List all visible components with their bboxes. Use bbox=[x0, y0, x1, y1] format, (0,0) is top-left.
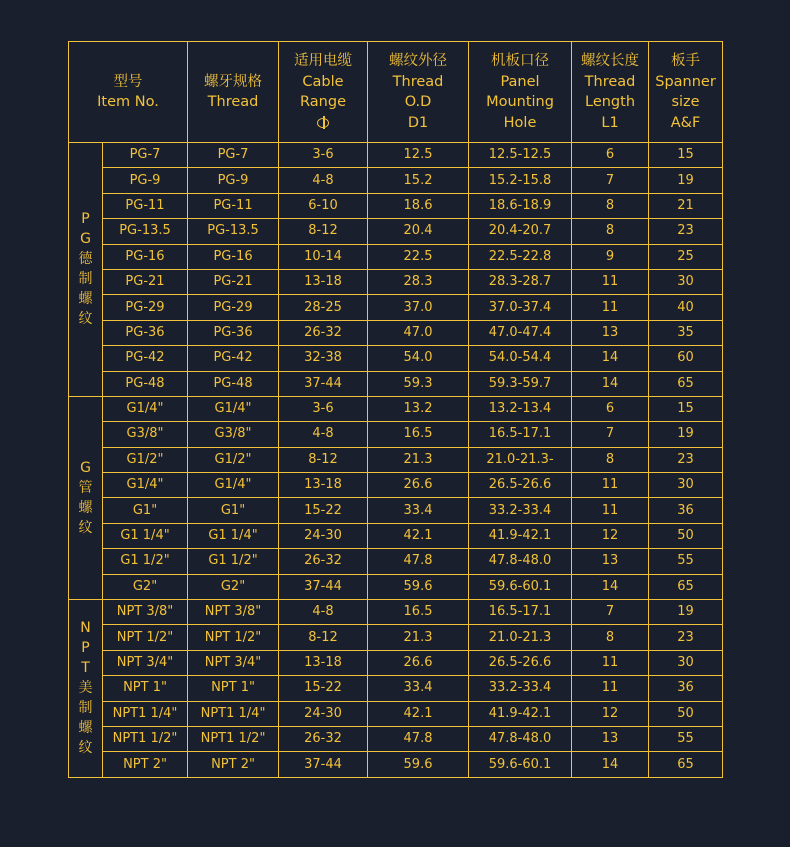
cell-thread: NPT 1/2" bbox=[188, 625, 279, 650]
header-line: Hole bbox=[503, 114, 537, 131]
cell-item-no: G1/2" bbox=[103, 447, 188, 472]
header-line: D1 bbox=[407, 114, 429, 131]
cell-thread: G1/4" bbox=[188, 473, 279, 498]
header-cable-range bbox=[279, 42, 368, 143]
group-label-char: G bbox=[80, 231, 91, 248]
header-thread-length bbox=[572, 42, 649, 143]
cell-panel-hole: 59.3-59.7 bbox=[469, 371, 572, 396]
group-label-char: 纹 bbox=[78, 519, 93, 536]
cell-panel-hole: 22.5-22.8 bbox=[469, 244, 572, 269]
cell-panel-hole: 26.5-26.6 bbox=[469, 473, 572, 498]
cell-thread: G1/4" bbox=[188, 396, 279, 421]
cell-item-no: NPT 2" bbox=[103, 752, 188, 777]
cell-spanner-size: 65 bbox=[649, 574, 723, 599]
cell-thread: NPT1 1/4" bbox=[188, 701, 279, 726]
cell-spanner-size: 40 bbox=[649, 295, 723, 320]
cell-spanner-size: 19 bbox=[649, 422, 723, 447]
cell-cable-range: 26-32 bbox=[279, 320, 368, 345]
header-line: Panel bbox=[500, 73, 540, 90]
table-row bbox=[69, 244, 723, 269]
cell-panel-hole: 33.2-33.4 bbox=[469, 498, 572, 523]
table-row bbox=[69, 752, 723, 777]
header-line: Mounting bbox=[486, 94, 554, 110]
cell-item-no: NPT1 1/2" bbox=[103, 726, 188, 751]
cell-cable-range: 8-12 bbox=[279, 447, 368, 472]
cell-thread: PG-7 bbox=[188, 143, 279, 168]
group-label-char: 制 bbox=[78, 271, 93, 288]
cell-thread: PG-48 bbox=[188, 371, 279, 396]
spec-table-container bbox=[68, 41, 722, 778]
cell-cable-range: 8-12 bbox=[279, 219, 368, 244]
cell-cable-range: 13-18 bbox=[279, 269, 368, 294]
table-row bbox=[69, 650, 723, 675]
cell-panel-hole: 47.0-47.4 bbox=[469, 320, 572, 345]
group-label-char: 螺 bbox=[78, 291, 93, 308]
cell-thread-length: 14 bbox=[572, 346, 649, 371]
group-label-char: 螺 bbox=[78, 499, 93, 516]
cell-thread-od: 22.5 bbox=[368, 244, 469, 269]
cell-thread: PG-42 bbox=[188, 346, 279, 371]
cell-thread-length: 8 bbox=[572, 447, 649, 472]
cell-thread-length: 7 bbox=[572, 168, 649, 193]
cell-thread-od: 15.2 bbox=[368, 168, 469, 193]
cell-thread: NPT 2" bbox=[188, 752, 279, 777]
cell-thread-length: 14 bbox=[572, 574, 649, 599]
table-row bbox=[69, 574, 723, 599]
header-line: Item No. bbox=[97, 94, 159, 110]
table-row bbox=[69, 447, 723, 472]
group-label-char: 管 bbox=[78, 479, 93, 496]
table-row bbox=[69, 346, 723, 371]
cell-spanner-size: 55 bbox=[649, 549, 723, 574]
cell-item-no: PG-48 bbox=[103, 371, 188, 396]
cell-thread-length: 8 bbox=[572, 625, 649, 650]
cell-panel-hole: 21.0-21.3- bbox=[469, 447, 572, 472]
cell-panel-hole: 54.0-54.4 bbox=[469, 346, 572, 371]
cell-thread-length: 11 bbox=[572, 650, 649, 675]
header-line: 适用电缆 bbox=[294, 53, 353, 69]
cell-item-no: G1 1/2" bbox=[103, 549, 188, 574]
cell-thread: G1/2" bbox=[188, 447, 279, 472]
table-row bbox=[69, 295, 723, 320]
cell-spanner-size: 21 bbox=[649, 193, 723, 218]
cell-cable-range: 26-32 bbox=[279, 726, 368, 751]
cell-item-no: G3/8" bbox=[103, 422, 188, 447]
header-line: 型号 bbox=[113, 73, 143, 90]
cell-thread-od: 26.6 bbox=[368, 473, 469, 498]
cell-cable-range: 24-30 bbox=[279, 523, 368, 548]
cell-thread-od: 21.3 bbox=[368, 447, 469, 472]
table-row bbox=[69, 701, 723, 726]
cell-cable-range: 28-25 bbox=[279, 295, 368, 320]
cell-cable-range: 26-32 bbox=[279, 549, 368, 574]
cell-panel-hole: 15.2-15.8 bbox=[469, 168, 572, 193]
cell-item-no: NPT1 1/4" bbox=[103, 701, 188, 726]
cell-item-no: NPT 1/2" bbox=[103, 625, 188, 650]
cell-cable-range: 13-18 bbox=[279, 473, 368, 498]
cell-thread: NPT 3/4" bbox=[188, 650, 279, 675]
table-body bbox=[69, 143, 723, 778]
cell-thread-length: 6 bbox=[572, 143, 649, 168]
cell-thread-length: 7 bbox=[572, 600, 649, 625]
cell-cable-range: 10-14 bbox=[279, 244, 368, 269]
group-label-char: G bbox=[80, 459, 91, 476]
cell-cable-range: 37-44 bbox=[279, 574, 368, 599]
cell-cable-range: 8-12 bbox=[279, 625, 368, 650]
cell-thread-od: 20.4 bbox=[368, 219, 469, 244]
cell-cable-range: 4-8 bbox=[279, 422, 368, 447]
header-line: Range bbox=[300, 94, 346, 110]
table-row bbox=[69, 676, 723, 701]
cell-thread-od: 59.3 bbox=[368, 371, 469, 396]
cell-panel-hole: 59.6-60.1 bbox=[469, 752, 572, 777]
cell-thread: PG-13.5 bbox=[188, 219, 279, 244]
cell-item-no: PG-7 bbox=[103, 143, 188, 168]
table-row bbox=[69, 219, 723, 244]
header-line: 机板口径 bbox=[491, 53, 550, 69]
cell-thread: PG-29 bbox=[188, 295, 279, 320]
cell-item-no: NPT 3/4" bbox=[103, 650, 188, 675]
group-label-char: N bbox=[80, 620, 91, 637]
cell-thread-od: 21.3 bbox=[368, 625, 469, 650]
header-line: Spanner bbox=[655, 73, 716, 90]
cell-thread: G1 1/2" bbox=[188, 549, 279, 574]
cell-thread-length: 13 bbox=[572, 549, 649, 574]
group-label-char: 德 bbox=[78, 251, 93, 268]
header-line: Thread bbox=[392, 73, 444, 90]
header-line: O.D bbox=[404, 94, 432, 110]
cell-thread-od: 33.4 bbox=[368, 498, 469, 523]
cell-thread-length: 13 bbox=[572, 726, 649, 751]
cell-item-no: PG-21 bbox=[103, 269, 188, 294]
group-label-char: P bbox=[81, 211, 90, 228]
table-row bbox=[69, 726, 723, 751]
cell-spanner-size: 15 bbox=[649, 396, 723, 421]
group-label-char: T bbox=[81, 660, 90, 677]
cell-panel-hole: 16.5-17.1 bbox=[469, 600, 572, 625]
cell-cable-range: 37-44 bbox=[279, 752, 368, 777]
cell-item-no: PG-29 bbox=[103, 295, 188, 320]
cell-panel-hole: 12.5-12.5 bbox=[469, 143, 572, 168]
cell-panel-hole: 13.2-13.4 bbox=[469, 396, 572, 421]
cell-thread-length: 8 bbox=[572, 219, 649, 244]
cell-thread-od: 54.0 bbox=[368, 346, 469, 371]
cell-item-no: PG-13.5 bbox=[103, 219, 188, 244]
cell-item-no: G1" bbox=[103, 498, 188, 523]
cell-thread: PG-36 bbox=[188, 320, 279, 345]
group-label-char: 螺 bbox=[78, 720, 93, 737]
group-label-char: 美 bbox=[78, 680, 93, 697]
cell-thread: PG-21 bbox=[188, 269, 279, 294]
cell-thread-length: 14 bbox=[572, 371, 649, 396]
cell-panel-hole: 47.8-48.0 bbox=[469, 726, 572, 751]
cell-thread-length: 6 bbox=[572, 396, 649, 421]
cell-thread-length: 14 bbox=[572, 752, 649, 777]
cell-item-no: G1 1/4" bbox=[103, 523, 188, 548]
cell-cable-range: 3-6 bbox=[279, 143, 368, 168]
header-line: 板手 bbox=[671, 53, 701, 69]
header-item-no bbox=[69, 42, 188, 143]
cell-thread-length: 9 bbox=[572, 244, 649, 269]
cell-thread: PG-16 bbox=[188, 244, 279, 269]
header-row bbox=[69, 42, 723, 143]
cell-thread-od: 18.6 bbox=[368, 193, 469, 218]
cell-thread-od: 13.2 bbox=[368, 396, 469, 421]
cell-spanner-size: 23 bbox=[649, 447, 723, 472]
cell-spanner-size: 60 bbox=[649, 346, 723, 371]
cell-thread-length: 11 bbox=[572, 295, 649, 320]
cell-spanner-size: 65 bbox=[649, 752, 723, 777]
cell-thread-od: 47.8 bbox=[368, 726, 469, 751]
cell-cable-range: 32-38 bbox=[279, 346, 368, 371]
cell-thread-od: 26.6 bbox=[368, 650, 469, 675]
table-row bbox=[69, 473, 723, 498]
cell-panel-hole: 33.2-33.4 bbox=[469, 676, 572, 701]
thread-spec-table bbox=[68, 41, 723, 778]
cell-item-no: PG-11 bbox=[103, 193, 188, 218]
cell-panel-hole: 41.9-42.1 bbox=[469, 701, 572, 726]
cell-thread: NPT 3/8" bbox=[188, 600, 279, 625]
header-line: size bbox=[671, 94, 700, 110]
cell-cable-range: 37-44 bbox=[279, 371, 368, 396]
cell-panel-hole: 41.9-42.1 bbox=[469, 523, 572, 548]
header-thread-od bbox=[368, 42, 469, 143]
cell-panel-hole: 21.0-21.3 bbox=[469, 625, 572, 650]
cell-spanner-size: 15 bbox=[649, 143, 723, 168]
cell-cable-range: 24-30 bbox=[279, 701, 368, 726]
cell-spanner-size: 23 bbox=[649, 625, 723, 650]
cell-thread: G2" bbox=[188, 574, 279, 599]
cell-spanner-size: 50 bbox=[649, 523, 723, 548]
cell-thread-od: 59.6 bbox=[368, 574, 469, 599]
group-label-char: 纹 bbox=[78, 311, 93, 328]
cell-thread: PG-9 bbox=[188, 168, 279, 193]
cell-thread: G1 1/4" bbox=[188, 523, 279, 548]
cell-thread-od: 59.6 bbox=[368, 752, 469, 777]
cell-cable-range: 15-22 bbox=[279, 676, 368, 701]
cell-thread-od: 16.5 bbox=[368, 422, 469, 447]
cell-spanner-size: 23 bbox=[649, 219, 723, 244]
table-row bbox=[69, 600, 723, 625]
table-row bbox=[69, 523, 723, 548]
cell-cable-range: 13-18 bbox=[279, 650, 368, 675]
cell-thread-od: 47.0 bbox=[368, 320, 469, 345]
table-row bbox=[69, 422, 723, 447]
cell-cable-range: 6-10 bbox=[279, 193, 368, 218]
cell-spanner-size: 35 bbox=[649, 320, 723, 345]
cell-spanner-size: 50 bbox=[649, 701, 723, 726]
cell-spanner-size: 55 bbox=[649, 726, 723, 751]
cell-item-no: PG-16 bbox=[103, 244, 188, 269]
cell-spanner-size: 30 bbox=[649, 473, 723, 498]
header-line: Thread bbox=[584, 73, 636, 90]
group-label bbox=[69, 143, 103, 397]
table-row bbox=[69, 168, 723, 193]
cell-item-no: NPT 3/8" bbox=[103, 600, 188, 625]
cell-panel-hole: 28.3-28.7 bbox=[469, 269, 572, 294]
table-row bbox=[69, 498, 723, 523]
group-label-char: 制 bbox=[78, 700, 93, 717]
header-line: Length bbox=[585, 94, 636, 110]
cell-spanner-size: 36 bbox=[649, 498, 723, 523]
cell-panel-hole: 16.5-17.1 bbox=[469, 422, 572, 447]
cell-item-no: NPT 1" bbox=[103, 676, 188, 701]
cell-spanner-size: 30 bbox=[649, 269, 723, 294]
cell-spanner-size: 36 bbox=[649, 676, 723, 701]
cell-item-no: PG-42 bbox=[103, 346, 188, 371]
cell-thread-od: 47.8 bbox=[368, 549, 469, 574]
cell-item-no: G2" bbox=[103, 574, 188, 599]
cell-thread-length: 11 bbox=[572, 473, 649, 498]
cell-panel-hole: 59.6-60.1 bbox=[469, 574, 572, 599]
cell-spanner-size: 65 bbox=[649, 371, 723, 396]
table-row bbox=[69, 143, 723, 168]
cell-thread: NPT 1" bbox=[188, 676, 279, 701]
cell-panel-hole: 20.4-20.7 bbox=[469, 219, 572, 244]
header-line: L1 bbox=[601, 114, 619, 131]
cell-thread-od: 16.5 bbox=[368, 600, 469, 625]
cell-thread-od: 37.0 bbox=[368, 295, 469, 320]
group-label bbox=[69, 396, 103, 599]
cell-thread-od: 42.1 bbox=[368, 701, 469, 726]
table-row bbox=[69, 320, 723, 345]
header-line: 螺牙规格 bbox=[204, 73, 263, 90]
group-label bbox=[69, 600, 103, 778]
header-line: Thread bbox=[207, 94, 259, 110]
cell-thread-od: 12.5 bbox=[368, 143, 469, 168]
header-line: 螺纹长度 bbox=[581, 53, 640, 69]
table-row bbox=[69, 269, 723, 294]
cell-spanner-size: 25 bbox=[649, 244, 723, 269]
cell-thread: G1" bbox=[188, 498, 279, 523]
cell-thread-length: 12 bbox=[572, 523, 649, 548]
header-thread bbox=[188, 42, 279, 143]
header-line: Cable bbox=[302, 73, 344, 90]
cell-thread-length: 11 bbox=[572, 676, 649, 701]
cell-panel-hole: 26.5-26.6 bbox=[469, 650, 572, 675]
cell-item-no: PG-36 bbox=[103, 320, 188, 345]
header-spanner-size bbox=[649, 42, 723, 143]
cell-spanner-size: 19 bbox=[649, 168, 723, 193]
cell-thread-length: 7 bbox=[572, 422, 649, 447]
cell-item-no: G1/4" bbox=[103, 396, 188, 421]
cell-cable-range: 4-8 bbox=[279, 600, 368, 625]
cell-thread-length: 13 bbox=[572, 320, 649, 345]
cell-thread: G3/8" bbox=[188, 422, 279, 447]
table-row bbox=[69, 371, 723, 396]
cell-item-no: G1/4" bbox=[103, 473, 188, 498]
cell-thread-length: 11 bbox=[572, 498, 649, 523]
cell-thread-length: 12 bbox=[572, 701, 649, 726]
table-row bbox=[69, 193, 723, 218]
table-row bbox=[69, 396, 723, 421]
group-label-char: 纹 bbox=[78, 740, 93, 757]
cell-cable-range: 15-22 bbox=[279, 498, 368, 523]
cell-cable-range: 3-6 bbox=[279, 396, 368, 421]
cell-thread-od: 28.3 bbox=[368, 269, 469, 294]
cell-cable-range: 4-8 bbox=[279, 168, 368, 193]
cell-thread: PG-11 bbox=[188, 193, 279, 218]
cell-panel-hole: 18.6-18.9 bbox=[469, 193, 572, 218]
cell-thread-od: 33.4 bbox=[368, 676, 469, 701]
cell-thread-od: 42.1 bbox=[368, 523, 469, 548]
header-line: A&F bbox=[670, 114, 701, 131]
cell-panel-hole: 47.8-48.0 bbox=[469, 549, 572, 574]
cell-spanner-size: 19 bbox=[649, 600, 723, 625]
diameter-icon bbox=[316, 118, 330, 128]
table-row bbox=[69, 549, 723, 574]
cell-thread-length: 11 bbox=[572, 269, 649, 294]
cell-thread: NPT1 1/2" bbox=[188, 726, 279, 751]
table-row bbox=[69, 625, 723, 650]
cell-panel-hole: 37.0-37.4 bbox=[469, 295, 572, 320]
header-line: 螺纹外径 bbox=[389, 53, 448, 69]
group-label-char: P bbox=[81, 640, 90, 657]
header-panel-hole bbox=[469, 42, 572, 143]
cell-spanner-size: 30 bbox=[649, 650, 723, 675]
cell-thread-length: 8 bbox=[572, 193, 649, 218]
cell-item-no: PG-9 bbox=[103, 168, 188, 193]
